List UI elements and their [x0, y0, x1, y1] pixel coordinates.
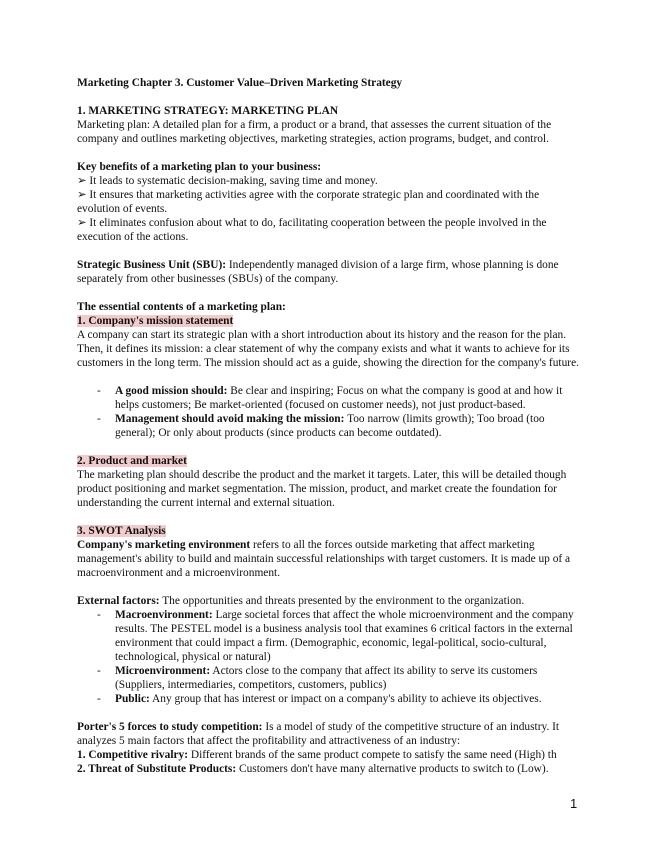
product-heading: 2. Product and market: [77, 455, 187, 467]
list-item: - Macroenvironment: Large societal forces that affect the whole microenvironment and the company results. The PESTEL model is a business analysis tool that examines 6 critical factors in the external environment that could impact a firm. (Demographic, economic, legal-political, socio-cultural, technological, physical or natural): [77, 608, 582, 664]
porter-item: 1. Competitive rivalry: Different brands of the same product compete to satisfy the same need (High) th: [77, 749, 557, 761]
list-item: - Management should avoid making the mission: Too narrow (limits growth); Too broad (too general); Or only about products (since products can become outdated).: [77, 412, 582, 440]
list-item: - Microenvironment: Actors close to the company that affect its ability to serve its customers (Suppliers, intermediaries, competitors, customers, publics): [77, 664, 582, 692]
document-title: Marketing Chapter 3. Customer Value–Driven Marketing Strategy: [77, 77, 403, 89]
contents-heading: The essential contents of a marketing plan:: [77, 301, 286, 313]
swot-heading: 3. SWOT Analysis: [77, 525, 166, 537]
section-heading: 1. MARKETING STRATEGY: MARKETING PLAN: [77, 105, 339, 117]
mission-text: A company can start its strategic plan with a short introduction about its history and the reason for the plan. Then, it defines its mission: a clear statement of why the company exists and what it wants to achieve for its customers in the long term. The mission should act as a guide, showing the direction for the company's future.: [77, 329, 579, 369]
benefit-item: ➢ It eliminates confusion about what to do, facilitating cooperation between the people involved in the execution of the actions.: [77, 217, 547, 243]
benefit-item: ➢ It leads to systematic decision-making, saving time and money.: [77, 175, 378, 187]
page-number: 1: [570, 796, 578, 811]
benefit-item: ➢ It ensures that marketing activities agree with the corporate strategic plan and coordinated with the evolution of events.: [77, 189, 540, 215]
document-page: [77, 76, 582, 776]
mission-heading: 1. Company's mission statement: [77, 315, 234, 327]
external-factors: External factors: The opportunities and threats presented by the environment to the organization.: [77, 595, 525, 607]
list-item: - A good mission should: Be clear and inspiring; Focus on what the company is good at and how it helps customers; Be market-oriented (focused on customer needs), not just product-based.: [77, 384, 582, 412]
environment-definition: Company's marketing environment refers to all the forces outside marketing that affect marketing management's ability to build and maintain successful relationships with target customers. It is made up of a macroenvironment and a microenvironment.: [77, 539, 571, 579]
porter-definition: Porter's 5 forces to study competition: Is a model of study of the competitive structure of an industry. It analyzes 5 main factors that affect the profitability and attractiveness of an industry:: [77, 721, 560, 747]
sbu-definition: Strategic Business Unit (SBU): Independently managed division of a large firm, whose planning is done separately from other businesses (SBUs) of the company.: [77, 259, 559, 285]
list-item: - Public: Any group that has interest or impact on a company's ability to achieve its objectives.: [77, 692, 582, 706]
porter-item: 2. Threat of Substitute Products: Customers don't have many alternative products to switch to (Low).: [77, 763, 549, 775]
external-bullets: [77, 608, 582, 706]
product-text: The marketing plan should describe the product and the market it targets. Later, this will be detailed though product positioning and market segmentation. The mission, product, and market create the foundation for understanding the current internal and external situation.: [77, 469, 567, 509]
marketing-plan-definition: Marketing plan: A detailed plan for a firm, a product or a brand, that assesses the current situation of the company and outlines marketing objectives, marketing strategies, action programs, budget, and control.: [77, 119, 552, 145]
benefits-heading: Key benefits of a marketing plan to your business:: [77, 161, 322, 173]
mission-bullets: [77, 384, 582, 440]
